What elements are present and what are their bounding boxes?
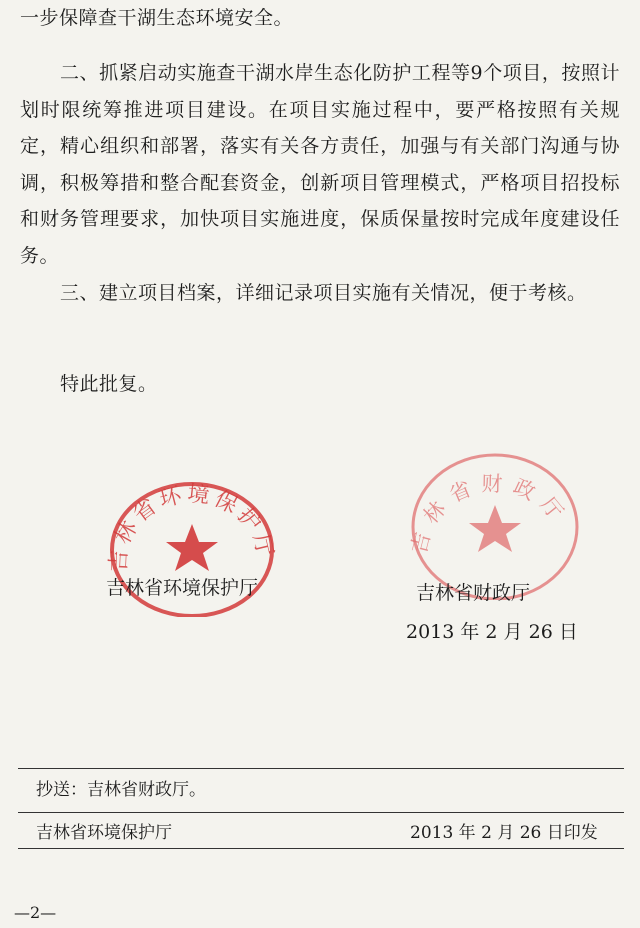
paragraph-item-2: 二、抓紧启动实施查干湖水岸生态化防护工程等9个项目，按照计划时限统筹推进项目建设。在项目实施过程中，要严格按照有关规定，精心组织和部署，落实有关各方责任，加强与有关部门沟通与协调，积极筹措和整合配套资金，创新项目管理模式，严格项目招投标和财务管理要求，加快项目实施进度，保质保量按时完成年度建设任务。 [20, 62, 620, 267]
print-date: 2013 年 2 月 26 日印发 [410, 823, 598, 843]
star-icon [166, 524, 218, 571]
seal1-text: 吉林省环境保护厅 [106, 481, 278, 573]
star-icon [469, 505, 521, 552]
footer-divider-bottom [18, 848, 624, 849]
signature-date: 2013 年 2 月 26 日 [406, 621, 578, 643]
paragraph-continuation: 一步保障查干湖生态环境安全。 [20, 7, 294, 29]
signer-finance-bureau: 吉林省财政厅 [416, 582, 531, 604]
paragraph-item-3: 三、建立项目档案，详细记录项目实施有关情况，便于考核。 [60, 282, 587, 304]
issuer: 吉林省环境保护厅 [36, 823, 172, 843]
closing-phrase: 特此批复。 [60, 373, 158, 395]
cc-line: 抄送：吉林省财政厅。 [36, 780, 206, 800]
page-number: —2— [14, 903, 57, 922]
seal2-text: 吉林省财政厅 [406, 471, 574, 556]
signer-environment-bureau: 吉林省环境保护厅 [106, 577, 259, 599]
finance-bureau-seal [405, 445, 585, 600]
footer-divider-top [18, 768, 624, 769]
footer-divider-middle [18, 812, 624, 813]
